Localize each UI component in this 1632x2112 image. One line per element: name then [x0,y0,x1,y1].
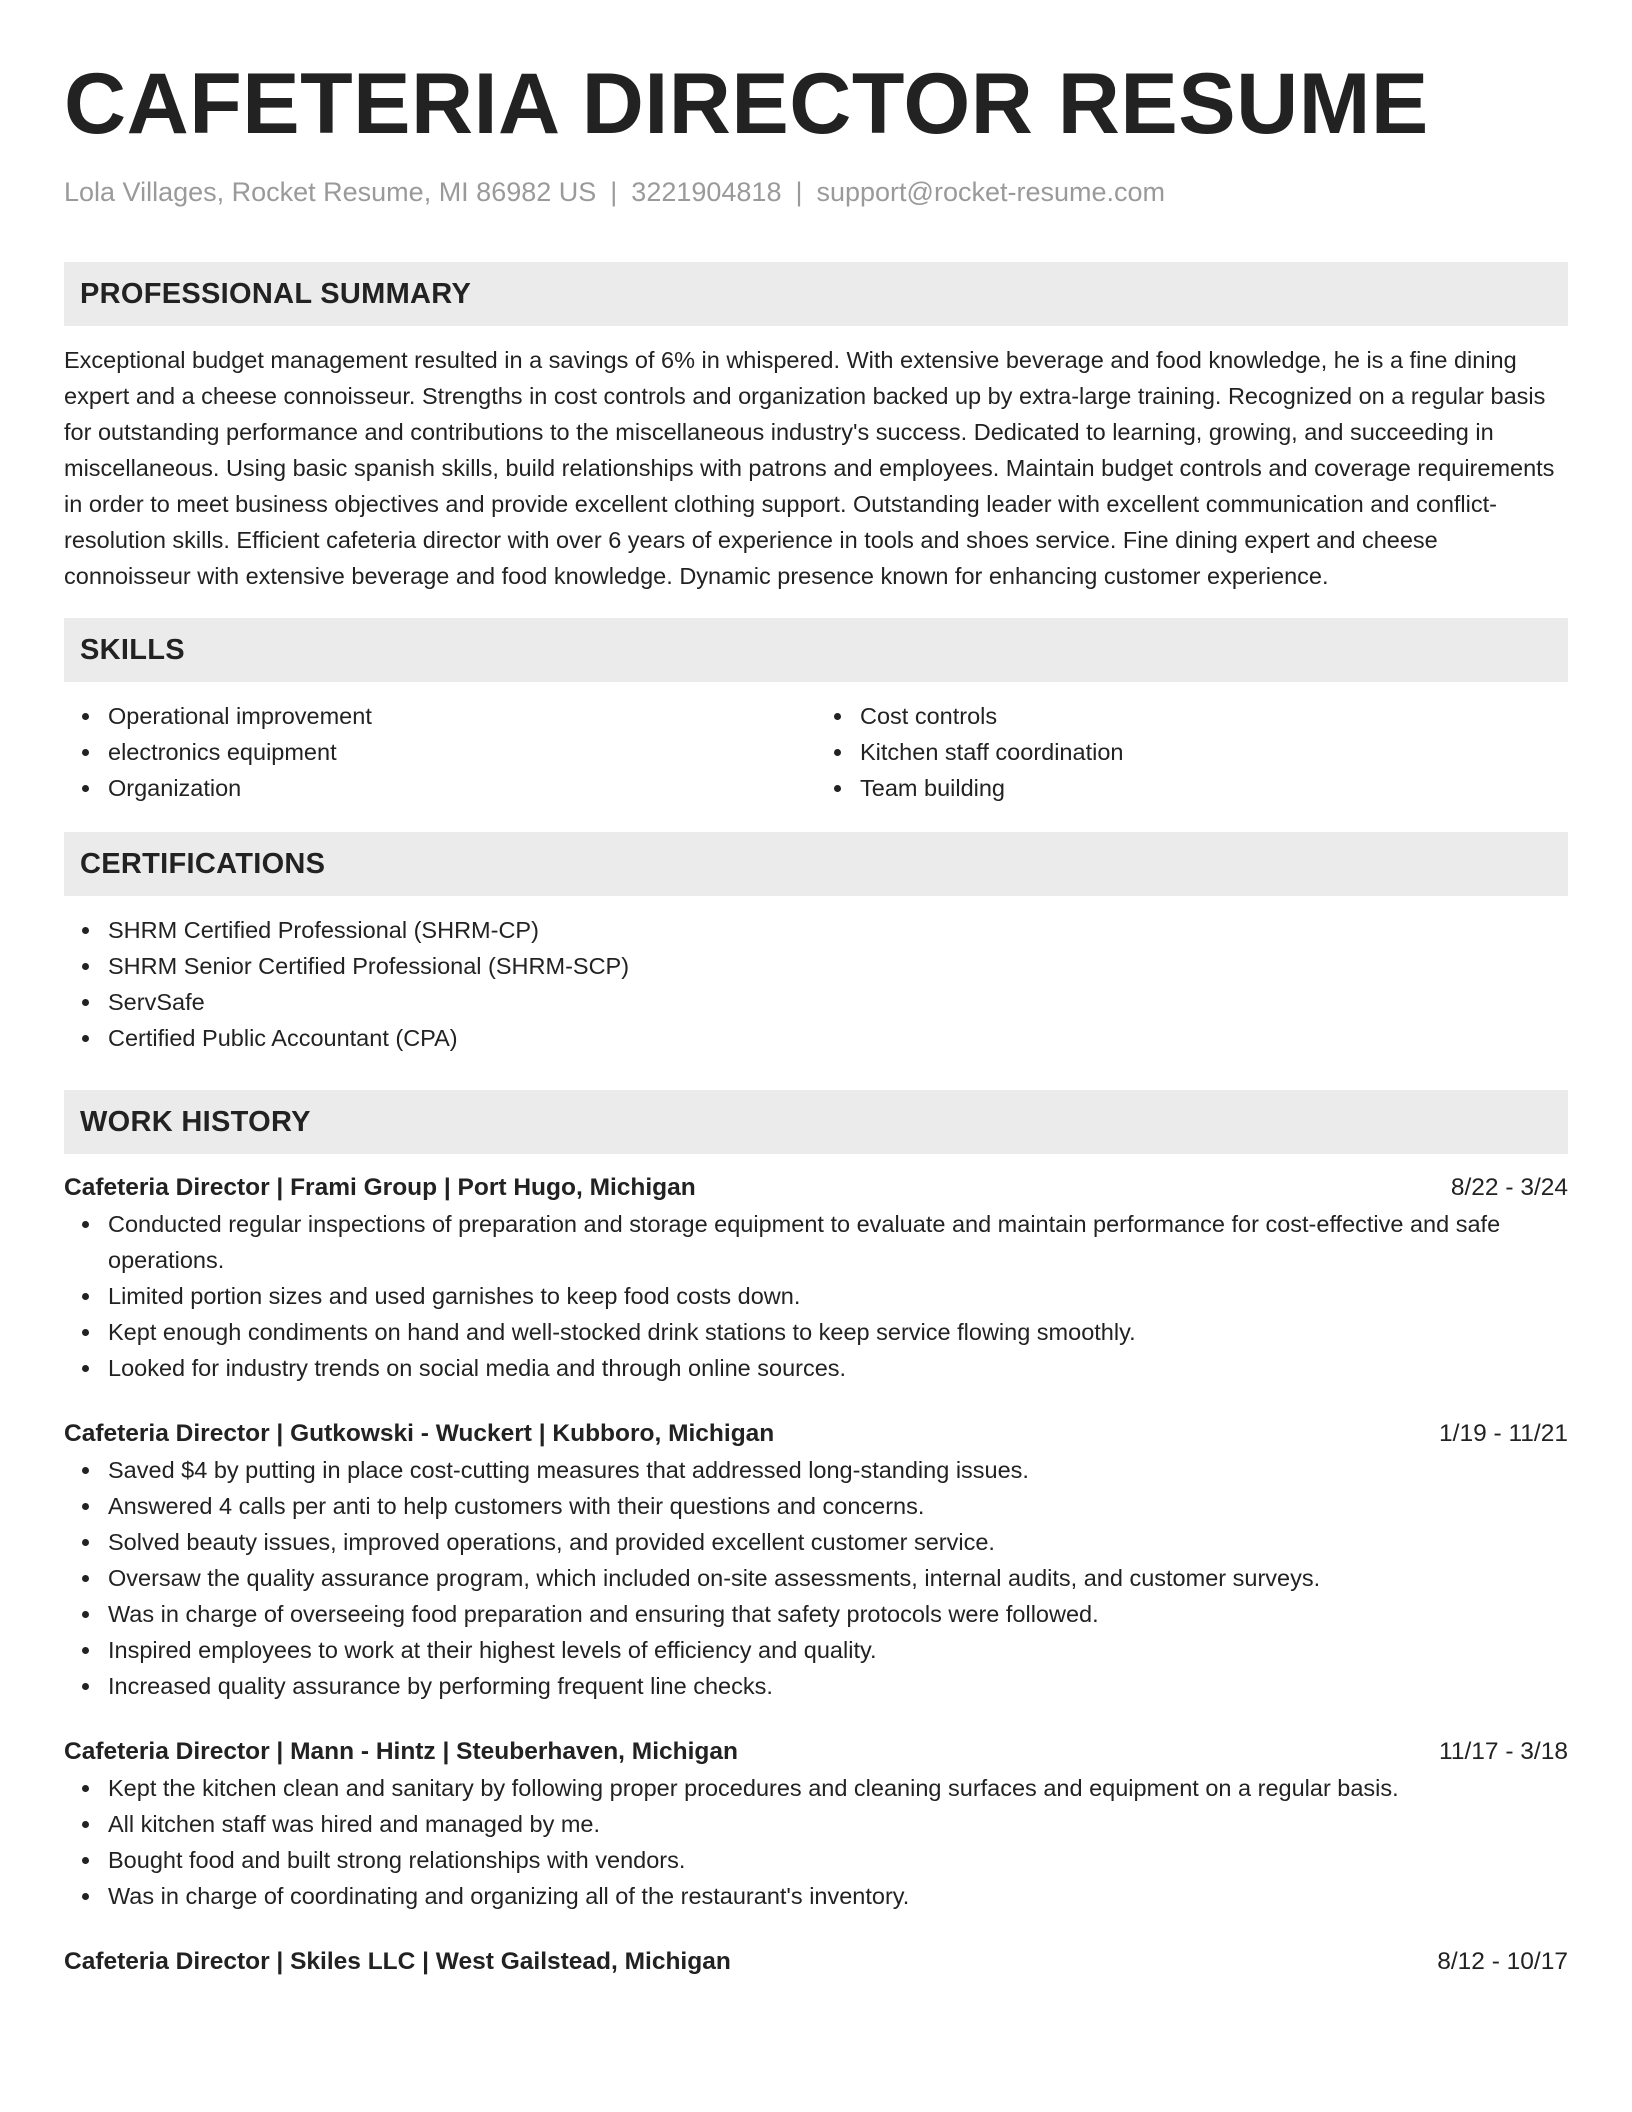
job-bullet: Increased quality assurance by performing frequent line checks. [108,1668,1568,1704]
job-bullets [64,1770,1568,1914]
job-bullet: Saved $4 by putting in place cost-cutting measures that addressed long-standing issues. [108,1452,1568,1488]
certifications-list [64,912,1568,1056]
summary-text: Exceptional budget management resulted in a savings of 6% in whispered. With extensive beverage and food knowledge, he is a fine dining expert and a cheese connoisseur. Strengths in cost controls and organization backed up by extra-large training. Recognized on a regular basis for outstanding performance and contributions to the miscellaneous industry's success. Dedicated to learning, growing, and succeeding in miscellaneous. Using basic spanish skills, build relationships with patrons and employees. Maintain budget controls and coverage requirements in order to meet business objectives and provide excellent clothing support. Outstanding leader with excellent communication and conflict-resolution skills. Efficient cafeteria director with over 6 years of experience in tools and shoes service. Fine dining expert and cheese connoisseur with extensive beverage and food knowledge. Dynamic presence known for enhancing customer experience. [64,347,1555,589]
job-header [64,1170,1568,1206]
job-title: Cafeteria Director | Gutkowski - Wuckert | Kubboro, Michigan [64,1420,775,1447]
skills-column-right [816,698,1568,806]
contact-phone: 3221904818 [631,177,782,207]
job-bullet: Inspired employees to work at their highest levels of efficiency and quality. [108,1632,1568,1668]
job-header [64,1734,1568,1770]
certification-item: SHRM Certified Professional (SHRM-CP) [108,912,1568,948]
job-bullet: Limited portion sizes and used garnishes to keep food costs down. [108,1278,1568,1314]
job-bullet: Solved beauty issues, improved operations, and provided excellent customer service. [108,1524,1568,1560]
skill-item: Operational improvement [108,698,816,734]
job-title: Cafeteria Director | Skiles LLC | West Gailstead, Michigan [64,1948,731,1975]
job-bullet: Answered 4 calls per anti to help customers with their questions and concerns. [108,1488,1568,1524]
job-bullets [64,1452,1568,1704]
skill-item: Kitchen staff coordination [860,734,1568,770]
section-heading-work-history: WORK HISTORY [64,1090,1568,1154]
resume-title: CAFETERIA DIRECTOR RESUME [64,56,1429,152]
job-bullet: Oversaw the quality assurance program, which included on-site assessments, internal audits, and customer surveys. [108,1560,1568,1596]
job-dates: 11/17 - 3/18 [1439,1738,1568,1765]
job-header [64,1416,1568,1452]
job-title: Cafeteria Director | Mann - Hintz | Steuberhaven, Michigan [64,1738,738,1765]
job-bullet: Looked for industry trends on social media and through online sources. [108,1350,1568,1386]
job-dates: 8/22 - 3/24 [1450,1174,1568,1201]
skill-item: electronics equipment [108,734,816,770]
skill-item: Cost controls [860,698,1568,734]
job-bullet: Kept enough condiments on hand and well-stocked drink stations to keep service flowing smoothly. [108,1314,1568,1350]
certification-item: SHRM Senior Certified Professional (SHRM-SCP) [108,948,1568,984]
section-heading-certifications: CERTIFICATIONS [64,832,1568,896]
certification-item: ServSafe [108,984,1568,1020]
contact-line [64,174,1568,210]
contact-separator: | [610,177,618,207]
job-dates: 8/12 - 10/17 [1437,1948,1568,1975]
job-bullet: Was in charge of coordinating and organizing all of the restaurant's inventory. [108,1878,1568,1914]
skills-column-left [64,698,816,806]
job-bullet: Was in charge of overseeing food preparation and ensuring that safety protocols were followed. [108,1596,1568,1632]
contact-separator: | [795,177,803,207]
section-heading-summary: PROFESSIONAL SUMMARY [64,262,1568,326]
certification-item: Certified Public Accountant (CPA) [108,1020,1568,1056]
section-heading-skills: SKILLS [64,618,1568,682]
contact-email: support@rocket-resume.com [816,177,1166,207]
job-bullet: All kitchen staff was hired and managed by me. [108,1806,1568,1842]
contact-address: Lola Villages, Rocket Resume, MI 86982 US [64,177,597,207]
job-title: Cafeteria Director | Frami Group | Port Hugo, Michigan [64,1174,696,1201]
job-dates: 1/19 - 11/21 [1439,1420,1568,1447]
skill-item: Organization [108,770,816,806]
skill-item: Team building [860,770,1568,806]
job-bullet: Kept the kitchen clean and sanitary by following proper procedures and cleaning surfaces and equipment on a regular basis. [108,1770,1568,1806]
job-bullet: Bought food and built strong relationships with vendors. [108,1842,1568,1878]
skills-list [64,698,1568,806]
job-bullet: Conducted regular inspections of preparation and storage equipment to evaluate and maintain performance for cost-effective and safe operations. [108,1206,1568,1278]
job-bullets [64,1206,1568,1386]
job-header [64,1944,1568,1980]
